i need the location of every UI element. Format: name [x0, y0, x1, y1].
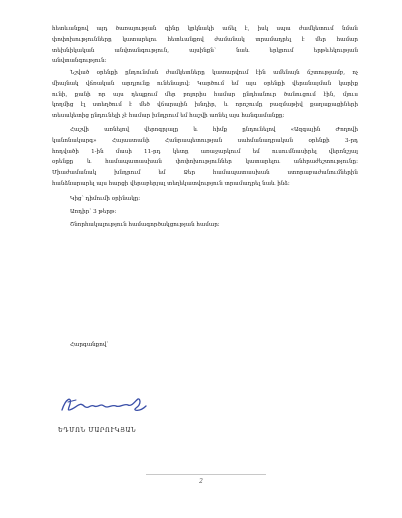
- text-line: փոփոխությունները կատարելու հետևանքով ժամանակ տրամադրել է մեր համար: [52, 36, 358, 43]
- closing-block: [52, 194, 358, 230]
- text-line: տեխնիկական անվտանգություն, այսինքն՝ նաև երկրում երթևեկության: [52, 47, 358, 54]
- paragraph-continuation: [52, 24, 358, 67]
- page-number: 2: [199, 478, 203, 485]
- signature-icon: [58, 394, 150, 416]
- footer-divider: [146, 474, 266, 475]
- text-line: կողմից էլ ստեղծում է մեծ վճարային խնդիր, և որոշումը բազմաթիվ քաղաքացիների: [52, 102, 358, 109]
- text-line: հոդվածի 1-ին մասի 11-րդ կետը առաջարկում եմ ուսումնասիրել վերոնշյալ: [52, 148, 358, 155]
- attachment-note: Կից՝ դիմումի օրինակը:: [70, 196, 141, 202]
- paragraph-request: [52, 125, 358, 190]
- text-line: ունի, քանի որ այս դեպքում մեր բոլորիս համար ընդհանուր ծանուցում էին, մյուս: [52, 91, 358, 98]
- text-line: հետևանքով այդ ծառայության գինը կրկնակի աճել է, իսկ սպա ժամկետում նման: [52, 26, 358, 32]
- enclosure-note: Առդիր՝ 3 թերթ:: [70, 208, 117, 215]
- text-line: օրենքը և համապատասխան փոփոխություններ կատարելու անհրաժեշտությունը:: [52, 159, 358, 166]
- text-line: Միաժամանակ խնդրում եմ Ձեր համապատասխան ստորաբաժանումներին: [52, 170, 358, 177]
- signer-name: ԵԴՄՈՆ ՄԱՐՈՒԿՅԱՆ: [58, 427, 137, 434]
- text-line: կանոնակարգ» Հայաստանի Հանրապետության սահմանադրական օրենքի 3-րդ: [52, 137, 358, 144]
- text-line: միայնակ վճռական արդյունք ունենալով: Կարծում եմ այս օրենքի վերանայման կարիք: [52, 80, 358, 87]
- paragraph-law-issue: [52, 68, 358, 122]
- text-line: անվտանգություն:: [52, 58, 107, 65]
- thanks-line: Շնորհակալություն համագործակցության համար:: [70, 221, 220, 228]
- text-line: Նշված օրենքի ընդունման ժամկետները կատարվում էին ամենայն ճշտությամբ, ոչ: [70, 70, 358, 76]
- text-line: Հաշվի առնելով վերոգրյալը և հիմք ընդունելով «Ազգային Ժողովի: [70, 127, 358, 133]
- regards-block: [52, 340, 358, 351]
- text-line: հանձնարարել այս հարցի վերաբերյալ տեղեկատվություն տրամադրել նաև ինձ:: [52, 180, 290, 187]
- regards-line: Հարգանքով՝: [70, 342, 109, 348]
- text-line: տեսակետից ընդունելի չէ համար խնդրում եմ հաշվի առնել այս հանգամանքը:: [52, 113, 285, 120]
